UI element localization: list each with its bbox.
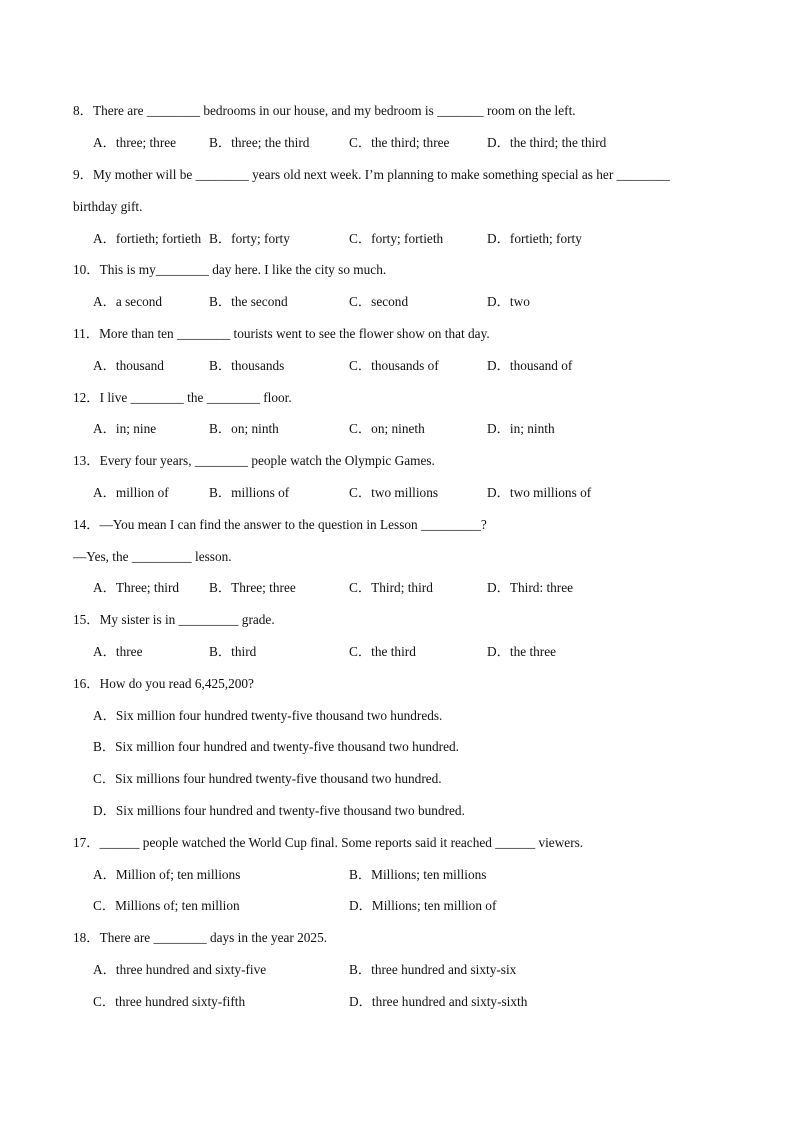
question-8-option-d: D．the third; the third [487,135,607,150]
question-12-option-b: B．on; ninth [209,421,279,436]
question-12-stem: 12．I live ________ the ________ floor. [73,390,292,405]
question-15-option-b: B．third [209,644,257,659]
question-9-option-a: A．fortieth; fortieth [93,231,202,246]
question-9-option-b: B．forty; forty [209,231,290,246]
question-16-option-d: D．Six millions four hundred and twenty-five thousand two bundred. [93,803,465,818]
question-14-option-d: D．Third: three [487,580,574,595]
question-9-option-d: D．fortieth; forty [487,231,582,246]
question-11-option-d: D．thousand of [487,358,573,373]
question-12-option-a: A．in; nine [93,421,157,436]
question-13-option-a: A．million of [93,485,169,500]
question-10-option-a: A．a second [93,294,163,309]
question-14-stem-continued: —Yes, the _________ lesson. [73,549,232,564]
question-17-option-c: C．Millions of; ten million [93,898,240,913]
question-12-option-d: D．in; ninth [487,421,555,436]
question-8-stem: 8．There are ________ bedrooms in our house, and my bedroom is _______ room on the left. [73,103,576,118]
question-17-stem: 17．______ people watched the World Cup final. Some reports said it reached ______ viewers. [73,835,584,850]
question-9-option-c: C．forty; fortieth [349,231,444,246]
question-15-option-c: C．the third [349,644,416,659]
question-10-stem: 10．This is my________ day here. I like the city so much. [73,262,387,277]
question-13-option-b: B．millions of [209,485,290,500]
question-9-stem: 9．My mother will be ________ years old next week. I’m planning to make something special as her ________ [73,167,670,182]
question-18-option-d: D．three hundred and sixty-sixth [349,994,528,1009]
question-17-option-d: D．Millions; ten million of [349,898,497,913]
question-16-stem: 16．How do you read 6,425,200? [73,676,254,691]
question-15-option-d: D．the three [487,644,557,659]
question-13-stem: 13．Every four years, ________ people watch the Olympic Games. [73,453,435,468]
question-16-option-c: C．Six millions four hundred twenty-five thousand two hundred. [93,771,442,786]
question-12-option-c: C．on; nineth [349,421,425,436]
question-11-option-a: A．thousand [93,358,164,373]
question-8-option-c: C．the third; three [349,135,450,150]
question-14-option-c: C．Third; third [349,580,433,595]
question-13-option-c: C．two millions [349,485,439,500]
question-14-stem: 14．—You mean I can find the answer to the question in Lesson _________? [73,517,487,532]
question-11-option-c: C．thousands of [349,358,439,373]
question-18-option-b: B．three hundred and sixty-six [349,962,517,977]
question-15-stem: 15．My sister is in _________ grade. [73,612,275,627]
question-17-option-b: B．Millions; ten millions [349,867,487,882]
question-17-option-a: A．Million of; ten millions [93,867,241,882]
question-14-option-a: A．Three; third [93,580,180,595]
question-11-stem: 11．More than ten ________ tourists went to see the flower show on that day. [73,326,490,341]
question-18-stem: 18．There are ________ days in the year 2025. [73,930,328,945]
question-10-option-b: B．the second [209,294,288,309]
question-9-stem-continued: birthday gift. [73,199,143,214]
question-16-option-a: A．Six million four hundred twenty-five thousand two hundreds. [93,708,443,723]
question-16-option-b: B．Six million four hundred and twenty-five thousand two hundred. [93,739,459,754]
question-8-option-b: B．three; the third [209,135,310,150]
question-10-option-c: C．second [349,294,409,309]
question-11-option-b: B．thousands [209,358,285,373]
question-10-option-d: D．two [487,294,530,309]
question-8-option-a: A．three; three [93,135,177,150]
question-15-option-a: A．three [93,644,143,659]
question-14-option-b: B．Three; three [209,580,296,595]
question-18-option-a: A．three hundred and sixty-five [93,962,267,977]
question-13-option-d: D．two millions of [487,485,592,500]
question-18-option-c: C．three hundred sixty-fifth [93,994,246,1009]
